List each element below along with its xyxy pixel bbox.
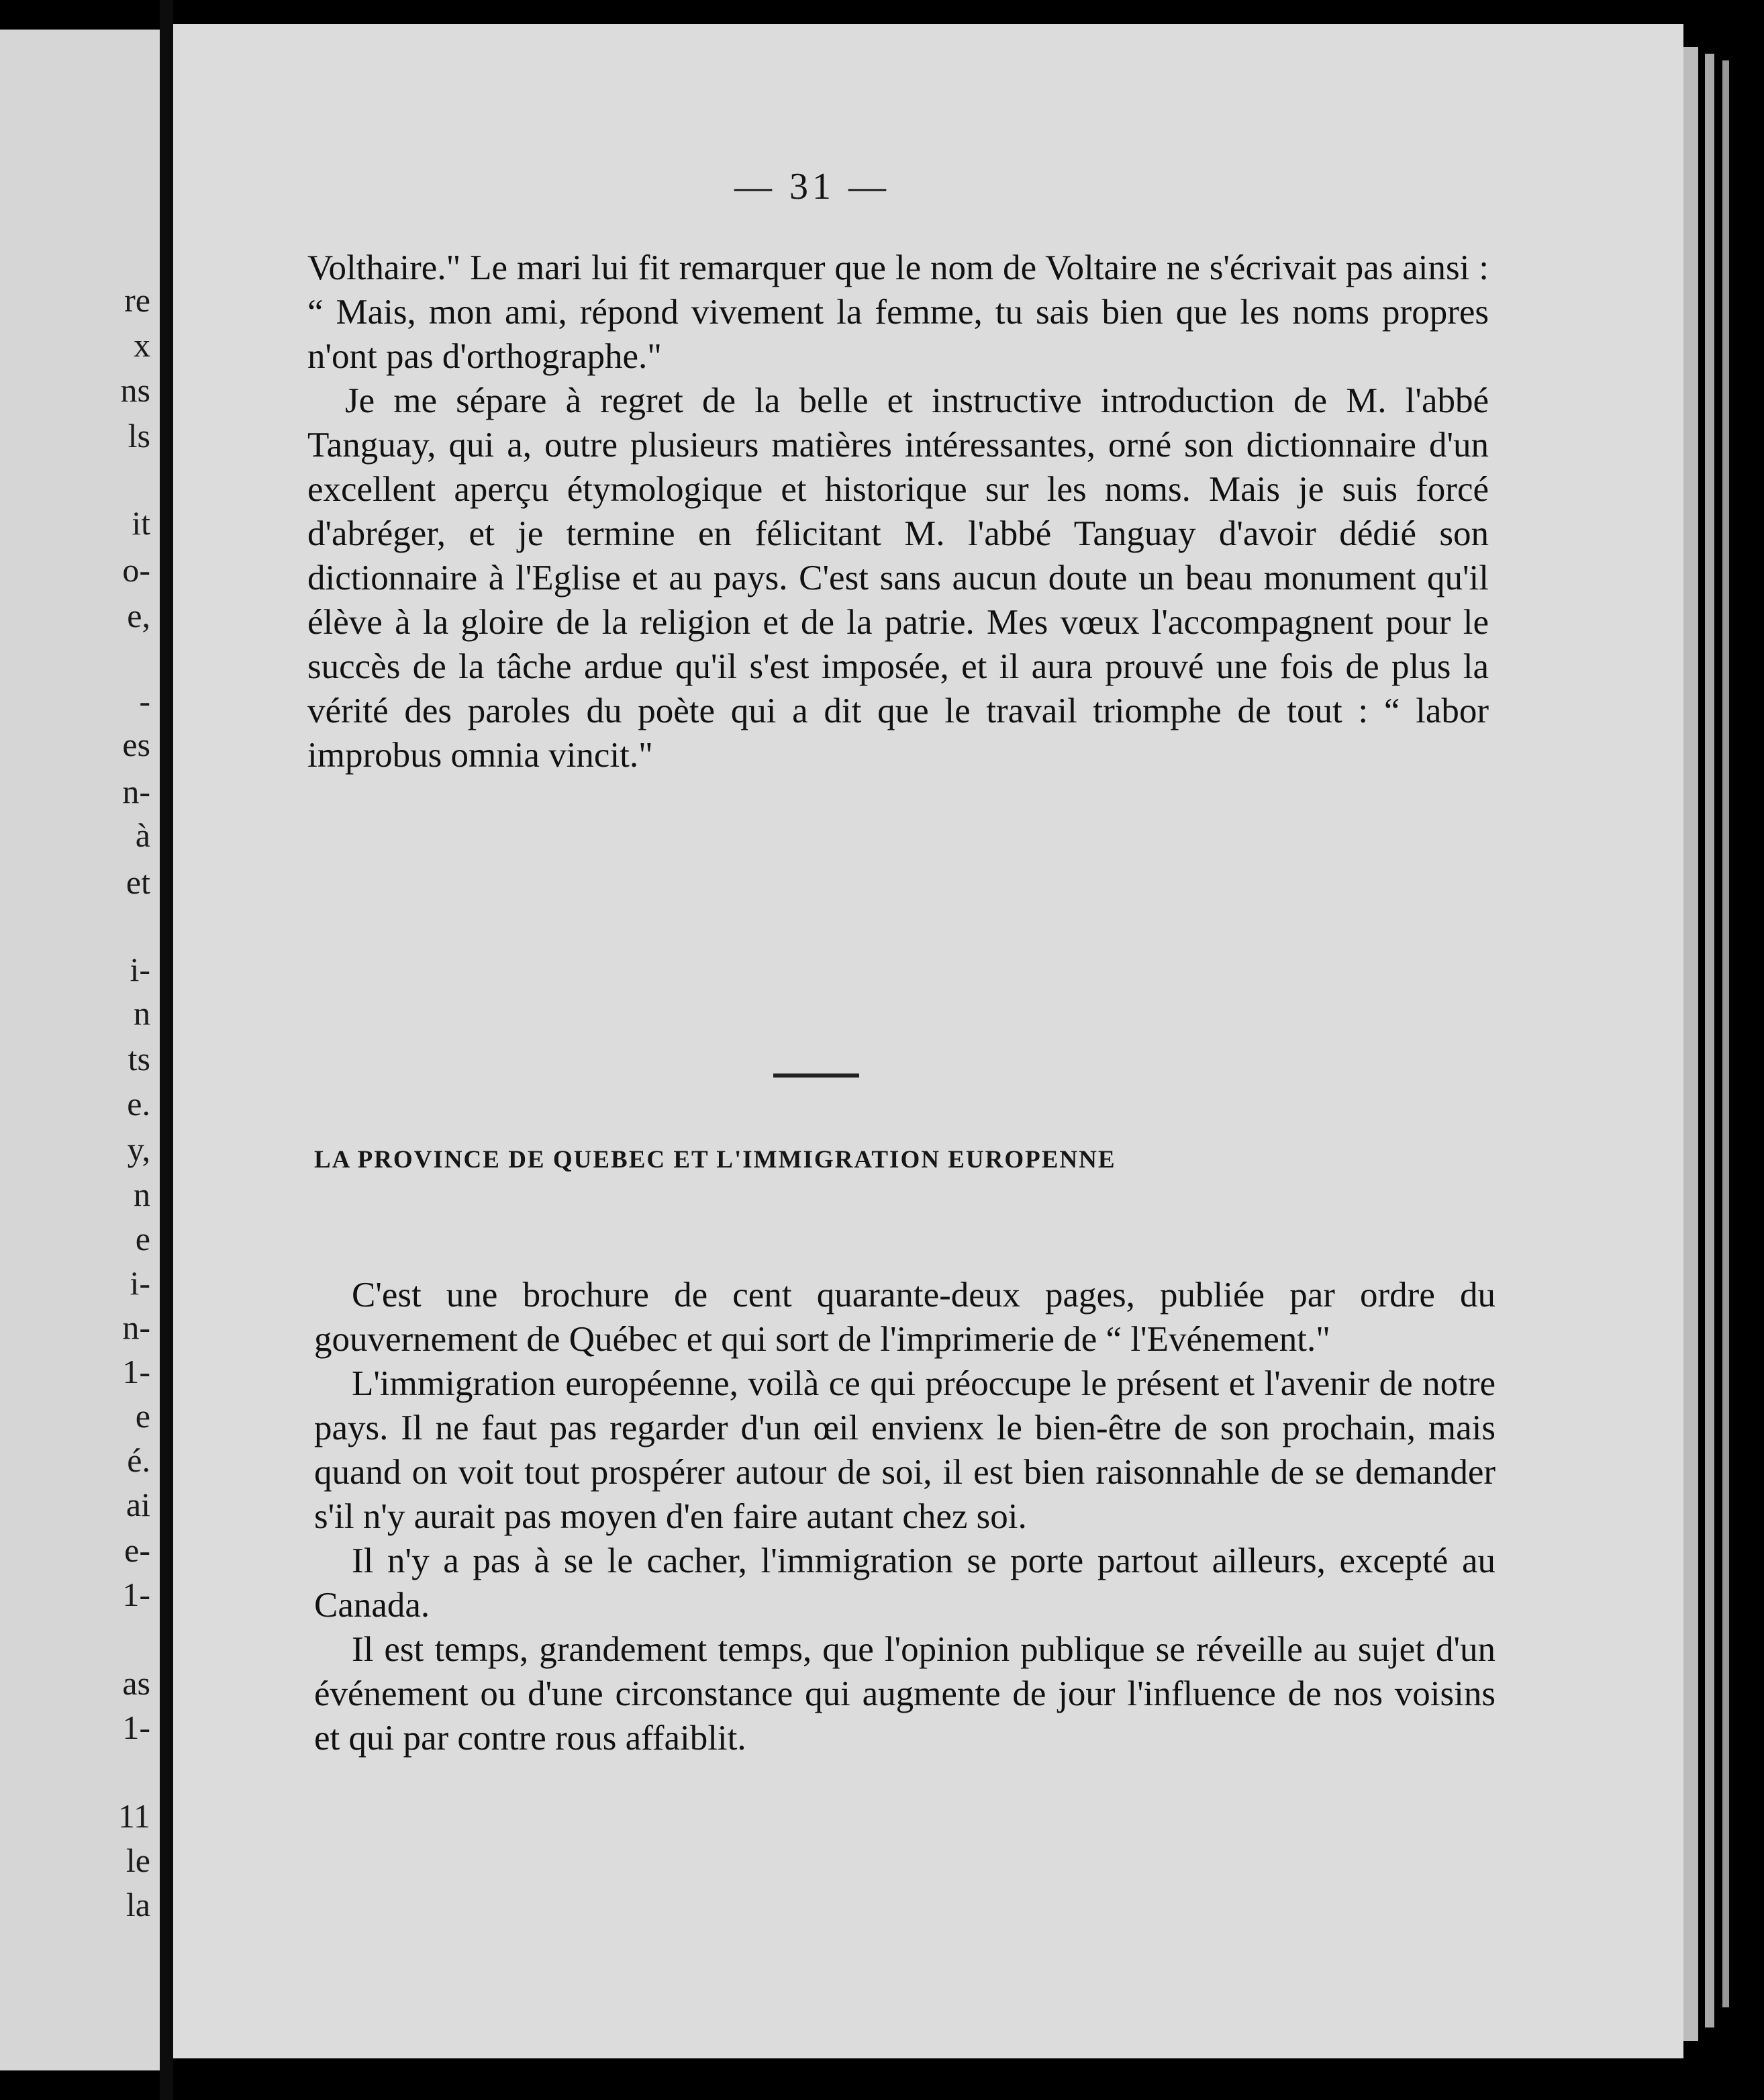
paragraph: Volthaire." Le mari lui fit remarquer que le nom de Voltaire ne s'écrivait pas ainsi : “ Mais, mon ami, répond vivement la femme, tu sais bien que les noms propres n'ont pas d'orthographe." [307,248,1489,376]
paragraph: Il n'y a pas à se le cacher, l'immigration se porte partout ailleurs, excepté au Canada. [314,1541,1496,1625]
fragment: é. [127,1441,150,1479]
fragment: e, [127,597,150,634]
bottom-text-block [314,1273,1496,1760]
fragment: ts [128,1040,150,1078]
fragment: n [134,1176,150,1213]
fragment: et [126,863,150,901]
section-rule [773,1073,859,1078]
fragment: it [132,504,150,542]
paragraph: C'est une brochure de cent quarante-deux pages, publiée par ordre du gouvernement de Québec et qui sort de l'imprimerie de “ l'Evénement." [314,1276,1496,1359]
fragment: y, [127,1131,150,1168]
fragment: 11 [117,1797,150,1835]
paragraph: Je me sépare à regret de la belle et instructive introduction de M. l'abbé Tanguay, qui a, outre plusieurs matières intéressantes, orné son dictionnaire d'un excellent aperçu étymologique et historique sur les noms. Mais je suis forcé d'abréger, et je termine en félicitant M. l'abbé Tanguay d'avoir dédié son dictionnaire à l'Eglise et au pays. C'est sans aucun doute un beau monument qu'il élève à la gloire de la religion et de la patrie. Mes vœux l'accompagnent pour le succès de la tâche ardue qu'il s'est imposée, et il aura prouvé une fois de plus la vérité des paroles du poète qui a dit que le travail triomphe de tout : “ labor improbus omnia vincit." [307,381,1489,775]
fragment: 1- [122,1576,150,1613]
page-number: — 31 — [734,166,890,207]
fragment: - [139,682,150,720]
fragment: n [134,994,150,1032]
fragment: re [124,281,150,319]
fragment: n- [122,1308,150,1346]
fragment: le [126,1842,150,1879]
book-gutter [160,0,173,2100]
book-page [173,24,1683,2058]
fragment: ns [120,371,150,409]
paragraph: L'immigration européenne, voilà ce qui préoccupe le présent et l'avenir de notre pays. Il ne faut pas regarder d'un œil envienx le bien-être de son prochain, mais quand on voit tout prospérer autour de soi, il est bien raisonnahle de se demander s'il n'y aurait pas moyen d'en faire autant chez soi. [314,1364,1496,1536]
fragment: e [135,1397,150,1435]
fragment: i- [130,1264,150,1302]
paragraph: Il est temps, grandement temps, que l'opinion publique se réveille au sujet d'un événement ou d'une circonstance qui augmente de jour l'influence de nos voisins et qui par contre rous affaiblit. [314,1630,1496,1758]
fragment: i- [130,951,150,988]
fragment: ls [128,417,150,455]
top-text-block [307,246,1489,777]
fragment: n- [122,773,150,810]
previous-page-margin [0,30,160,2070]
fragment: ai [126,1486,150,1523]
fragment: as [122,1664,150,1702]
fragment: o- [122,551,150,589]
page-edge [1722,60,1729,2007]
fragment: à [135,816,150,854]
fragment: x [134,326,150,364]
fragment: e. [127,1085,150,1123]
fragment: e- [124,1531,150,1569]
fragment: e [135,1220,150,1257]
fragment: la [126,1886,150,1923]
fragment: 1- [122,1709,150,1746]
section-heading: LA PROVINCE DE QUEBEC ET L'IMMIGRATION EUROPENNE [314,1146,1116,1174]
page-edge [1705,54,1714,2027]
page-edge [1683,47,1698,2041]
fragment: es [122,726,150,763]
fragment: 1- [122,1353,150,1390]
